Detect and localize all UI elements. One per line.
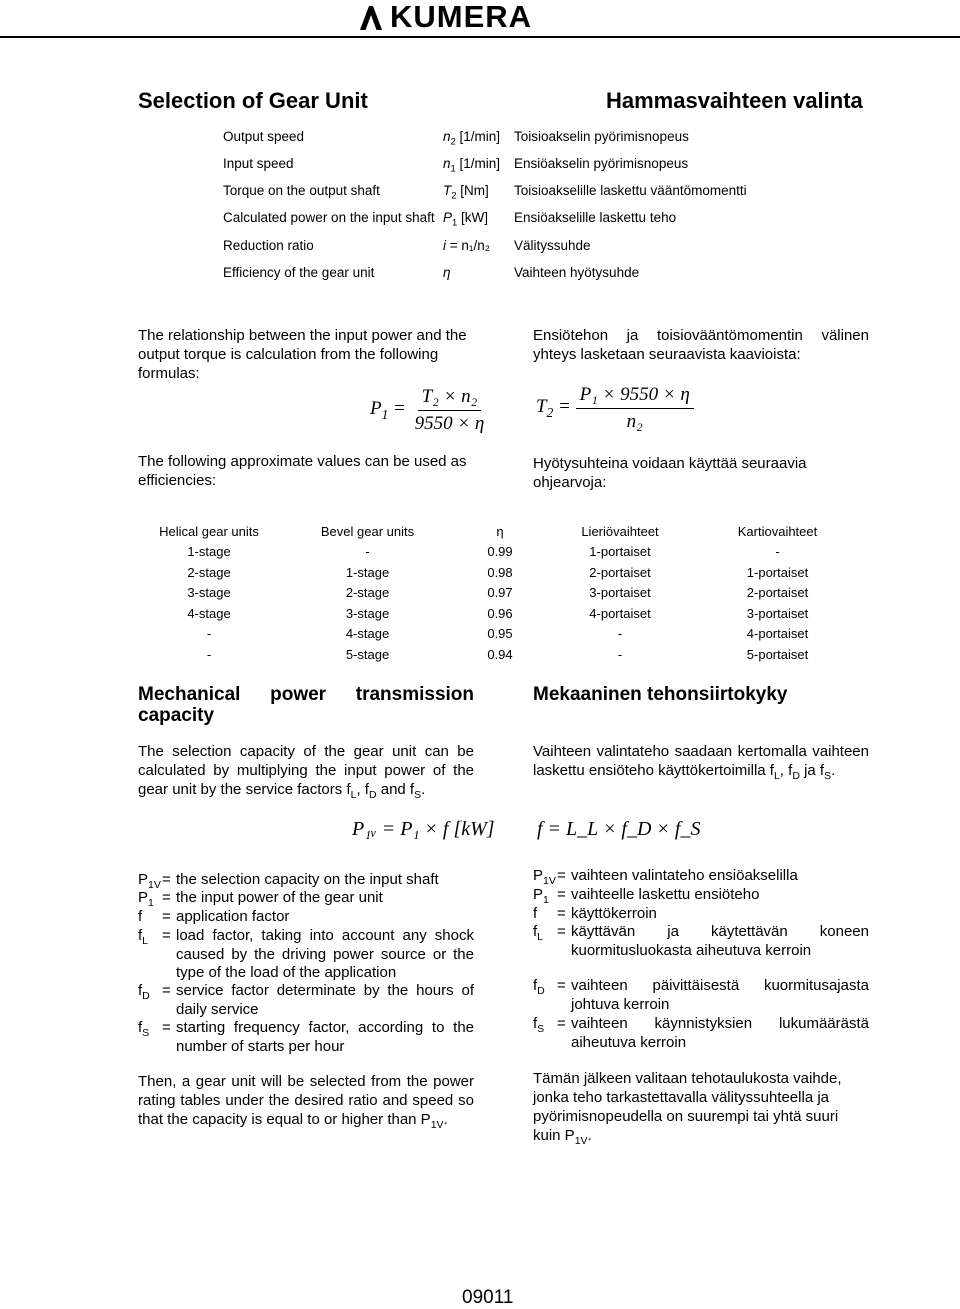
definition-symbol-letter: n	[443, 156, 451, 171]
page-title-en: Selection of Gear Unit	[138, 88, 368, 113]
definition-symbol-sub: 1	[452, 217, 458, 229]
definition-fi: Ensiöakselin pyörimisnopeus	[514, 156, 689, 171]
legend-key-sub: 1V	[148, 879, 161, 891]
legend-text: application factor	[176, 908, 290, 925]
legend-key-sub: 1	[148, 897, 154, 909]
table-cell: 3-portaiset	[589, 585, 651, 601]
legend-key-letter: f	[533, 977, 538, 994]
definition-symbol-letter: i	[443, 238, 446, 253]
efficiency-intro-fi: Hyötysuhteina voidaan käyttää seuraavia ohjearvoja:	[533, 455, 807, 491]
table-cell: -	[365, 544, 370, 560]
definition-fi: Välityssuhde	[514, 238, 591, 253]
legend-equals: =	[162, 982, 171, 999]
legend-key-letter: P	[533, 886, 544, 903]
legend-key-sub: D	[142, 990, 150, 1002]
definition-en: Calculated power on the input shaft	[223, 210, 435, 225]
table-cell: 3-stage	[187, 585, 231, 601]
legend-text: vaihteen päivittäisestä kuormitusajasta johtuva kerroin	[571, 977, 869, 1013]
closing-fi-c: .	[587, 1127, 592, 1144]
closing-en-c: .	[443, 1111, 448, 1128]
table-cell: 2-portaiset	[746, 585, 809, 601]
definition-symbol	[443, 265, 451, 284]
legend-key	[138, 1019, 149, 1043]
mech-fi-a: Vaihteen valintateho saadaan kertomalla vaihteen laskettu ensiöteho käyttökertoimilla f	[533, 743, 869, 779]
definition-symbol	[443, 129, 500, 148]
efficiency-intro-en: The following approximate values can be used as efficiencies:	[138, 453, 467, 489]
formula-service-factor: f = L_L × f_D × f_S	[537, 818, 701, 840]
definition-row	[0, 156, 960, 176]
mech-en-a: The selection capacity of the gear unit can be calculated by multiplying the input power of the gear unit by the service factors f	[138, 743, 474, 798]
definition-unit: = n₁/n₂	[446, 238, 490, 253]
table-cell: 2-stage	[187, 564, 231, 580]
legend-key-sub: L	[537, 931, 544, 943]
legend-equals: =	[162, 927, 171, 944]
mech-en-g: .	[421, 781, 426, 798]
table-cell: 2-portaiset	[589, 564, 651, 580]
legend-equals: =	[162, 1019, 171, 1036]
definition-symbol-sub: 2	[451, 190, 457, 202]
table-cell: 3-portaiset	[746, 605, 809, 621]
table-cell: 5-stage	[345, 646, 390, 662]
legend-text: vaihteen käynnistyksien lukumäärästä aiheutuva kerroin	[571, 1015, 869, 1051]
table-header-cell: Bevel gear units	[320, 523, 415, 539]
kumera-logo	[358, 2, 532, 32]
legend-equals: =	[557, 1015, 566, 1032]
definition-symbol-letter: T	[443, 183, 452, 198]
definition-symbol-letter: η	[443, 265, 451, 280]
legend-key-letter: f	[533, 923, 538, 940]
legend-key-sub: L	[142, 935, 149, 947]
definition-row	[0, 265, 960, 285]
definition-en: Efficiency of the gear unit	[223, 265, 375, 280]
table-cell: 5-portaiset	[746, 646, 809, 662]
relationship-text-en: The relationship between the input power and the output torque is calculation from the following formulas:	[138, 327, 467, 382]
relationship-text-fi: Ensiötehon ja toisiovääntömomentin välinen yhteys lasketaan seuraavista kaavioista:	[533, 327, 869, 363]
definition-symbol-letter: P	[443, 210, 453, 225]
table-cell: 1-stage	[345, 564, 390, 580]
header-rule	[0, 36, 960, 38]
legend-key-letter: P	[138, 889, 149, 906]
closing-text-en	[138, 1072, 474, 1135]
legend-key-sub: D	[537, 985, 545, 997]
mech-fi-c: , f	[779, 762, 793, 779]
kumera-logo-icon	[358, 4, 384, 30]
table-row	[138, 542, 860, 563]
legend-equals: =	[557, 905, 566, 922]
mech-fi-f: S	[824, 770, 832, 782]
table-header-cell: Lieriövaihteet	[581, 523, 659, 539]
closing-fi-a: Tämän jälkeen valitaan tehotaulukosta vaihde, jonka teho tarkastettavalla välityssuhteella ja pyörimisnopeudella on suurempi tai yhtä suuri kuin P	[533, 1070, 842, 1144]
table-cell: -	[617, 646, 623, 662]
formula-output-torque: $T_2$ = $\frac{\text{P₁ × 9550 × η}}{\text{n₂}}$	[536, 384, 694, 433]
formula-en-lhs: P	[370, 398, 382, 420]
legend-key-letter: f	[138, 927, 143, 944]
brand-name: KUMERA	[390, 0, 533, 34]
table-header-cell: η	[496, 523, 504, 539]
legend-key	[533, 1015, 544, 1039]
formula-selection-capacity: P₁ᵥ = P₁ × f [kW]	[352, 818, 495, 840]
table-cell: -	[206, 626, 212, 642]
table-cell: 1-stage	[187, 544, 231, 560]
table-cell: 0.98	[487, 564, 513, 580]
definition-symbol	[443, 238, 490, 257]
legend-key-letter: f	[533, 905, 538, 922]
table-row	[138, 562, 860, 583]
legend-key-letter: P	[138, 871, 149, 888]
legend-key-sub: 1V	[543, 875, 556, 887]
table-cell: 0.94	[487, 646, 513, 662]
definition-row	[0, 129, 960, 149]
closing-text-fi	[533, 1069, 869, 1151]
legend-equals: =	[557, 923, 566, 940]
definition-unit: [kW]	[457, 210, 489, 225]
table-cell: 1-portaiset	[589, 544, 651, 560]
formula-fi-lhs: T	[536, 396, 547, 418]
mech-en-c: , f	[356, 781, 369, 798]
table-cell: 4-stage	[345, 626, 390, 642]
definition-fi: Toisioakselille laskettu vääntömomentti	[514, 183, 747, 198]
formula-en-denominator: 9550 × η	[414, 413, 485, 434]
mech-fi-e: ja f	[799, 762, 825, 779]
formula-en-numerator: T₂ × n₂	[418, 386, 482, 411]
legend-text: käyttävän ja käytettävän koneen kuormitusluokasta aiheutuva kerroin	[571, 923, 869, 959]
legend-equals: =	[557, 867, 566, 884]
definition-en: Torque on the output shaft	[223, 183, 380, 198]
legend-equals: =	[162, 889, 171, 906]
legend-text: starting frequency factor, according to the number of starts per hour	[176, 1019, 474, 1055]
formula-en-lhs-sub: 1	[381, 406, 389, 422]
definition-en: Output speed	[223, 129, 305, 144]
definition-unit: [1/min]	[455, 156, 501, 171]
table-cell: 4-portaiset	[589, 605, 651, 621]
legend-key-sub: S	[142, 1027, 150, 1039]
legend-key	[533, 977, 545, 1001]
table-header-row	[138, 521, 860, 542]
legend-text: käyttökerroin	[571, 905, 657, 922]
legend-equals: =	[557, 886, 566, 903]
table-cell: -	[775, 544, 780, 560]
legend-equals: =	[162, 871, 171, 888]
table-row	[138, 624, 860, 645]
table-cell: 0.99	[487, 544, 513, 560]
formula-input-power: $P_1$ = $\frac{\text{T₂ × n₂}}{9550 \times \eta}$	[370, 386, 488, 435]
legend-text: vaihteelle laskettu ensiöteho	[571, 886, 760, 903]
table-row	[138, 583, 860, 604]
definition-en: Input speed	[223, 156, 294, 171]
page-title-fi: Hammasvaihteen valinta	[606, 88, 863, 113]
legend-text: service factor determinate by the hours of daily service	[176, 982, 474, 1018]
definition-symbol	[443, 183, 489, 202]
definition-en: Reduction ratio	[223, 238, 314, 253]
page-number: 09011	[462, 1287, 514, 1308]
legend-text: the selection capacity on the input shaft	[176, 871, 439, 888]
legend-key-letter: f	[138, 1019, 143, 1036]
mech-en-b: L	[350, 789, 357, 801]
formula-fi-numerator: P₁ × 9550 × η	[576, 384, 694, 409]
mech-en-e: and f	[376, 781, 415, 798]
mech-fi-d: D	[792, 770, 800, 782]
mech-fi-g: .	[831, 762, 836, 779]
mechanical-heading-fi: Mekaaninen tehonsiirtokyky	[533, 684, 788, 705]
legend-equals: =	[557, 977, 566, 994]
closing-en-a: Then, a gear unit will be selected from the power rating tables under the desired ratio and speed so that the capacity is equal to or higher than P	[138, 1073, 474, 1128]
legend-key-letter: f	[138, 908, 143, 925]
table-row	[138, 603, 860, 624]
table-cell: 4-stage	[187, 605, 231, 621]
table-cell: 0.95	[487, 626, 513, 642]
legend-key-letter: f	[138, 982, 143, 999]
definition-fi: Toisioakselin pyörimisnopeus	[514, 129, 689, 144]
mechanical-text-fi	[533, 742, 869, 786]
definition-symbol-sub: 2	[450, 136, 456, 148]
definition-row	[0, 210, 960, 230]
legend-key	[138, 982, 150, 1006]
table-cell: 0.96	[487, 605, 513, 621]
formula-fi-denominator: n₂	[626, 411, 643, 432]
definition-row	[0, 238, 960, 258]
table-cell: 3-stage	[345, 605, 390, 621]
table-cell: 0.97	[487, 585, 513, 601]
definition-symbol-letter: n	[443, 129, 451, 144]
definition-fi: Ensiöakselille laskettu teho	[514, 210, 677, 225]
legend-equals: =	[162, 908, 171, 925]
definition-unit: [1/min]	[455, 129, 501, 144]
legend-key	[533, 923, 543, 947]
efficiency-table	[138, 521, 860, 665]
legend-key-sub: 1	[543, 894, 549, 906]
legend-key-letter: P	[533, 867, 544, 884]
legend-text: vaihteen valintateho ensiöakselilla	[571, 867, 798, 884]
closing-en-b: 1V	[430, 1119, 444, 1131]
mechanical-text-en	[138, 742, 474, 805]
table-cell: -	[206, 646, 212, 662]
definition-unit: [Nm]	[456, 183, 489, 198]
table-cell: 2-stage	[345, 585, 390, 601]
table-row	[138, 644, 860, 665]
table-cell: -	[617, 626, 623, 642]
legend-text: the input power of the gear unit	[176, 889, 383, 906]
closing-fi-b: 1V	[574, 1135, 588, 1147]
table-header-cell: Helical gear units	[159, 523, 259, 539]
table-cell: 4-portaiset	[746, 626, 809, 642]
formula-fi-lhs-sub: 2	[546, 404, 554, 420]
mech-en-f: S	[414, 789, 422, 801]
legend-key-letter: f	[533, 1015, 538, 1032]
definition-symbol	[443, 156, 500, 175]
definition-fi: Vaihteen hyötysuhde	[514, 265, 640, 280]
mechanical-heading-en: Mechanical power transmission capacity	[138, 684, 474, 726]
table-cell: 1-portaiset	[746, 564, 809, 580]
mech-en-d: D	[368, 789, 377, 801]
definition-symbol-sub: 1	[450, 163, 456, 175]
legend-text: load factor, taking into account any shock caused by the driving power source or the type of the load of the application	[176, 927, 474, 981]
table-header-cell: Kartiovaihteet	[737, 523, 818, 539]
mech-fi-b: L	[773, 770, 780, 782]
legend-key	[138, 927, 148, 951]
definition-symbol	[443, 210, 488, 229]
definition-row	[0, 183, 960, 203]
legend-key-sub: S	[537, 1023, 545, 1035]
